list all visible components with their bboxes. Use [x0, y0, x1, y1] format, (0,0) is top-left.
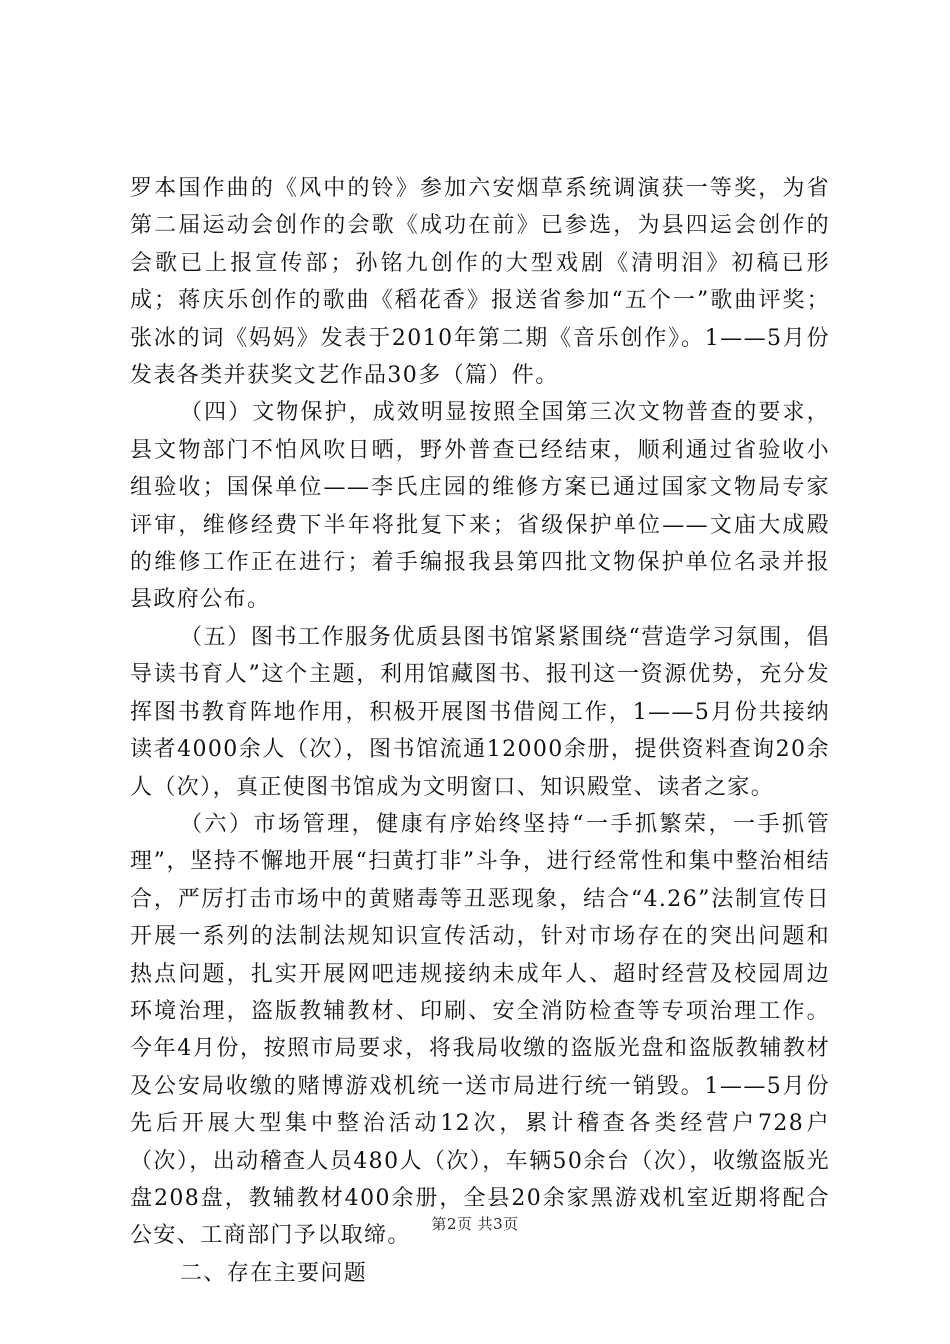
- document-body: [130, 170, 830, 1292]
- paragraph-library-service: （五）图书工作服务优质县图书馆紧紧围绕“营造学习氛围，倡导读书育人”这个主题，利用馆藏图书、报刊这一资源优势，充分发挥图书教育阵地作用，积极开展图书借阅工作，1——5月份共接纳读者4000余人（次），图书馆流通12000余册，提供资料查询20余人（次），真正使图书馆成为文明窗口、知识殿堂、读者之家。: [130, 624, 830, 800]
- paragraph-heritage-protection: （四）文物保护，成效明显按照全国第三次文物普查的要求，县文物部门不怕风吹日晒，野外普查已经结束，顺利通过省验收小组验收；国保单位——李氏庄园的维修方案已通过国家文物局专家评审，维修经费下半年将批复下来；省级保护单位——文庙大成殿的维修工作正在进行；着手编报我县第四批文物保护单位名录并报县政府公布。: [130, 400, 830, 613]
- section-heading-main-problems: 二、存在主要问题: [180, 1260, 368, 1286]
- paragraph-market-management: （六）市场管理，健康有序始终坚持“一手抓繁荣，一手抓管理”，坚持不懈地开展“扫黄打非”斗争，进行经常性和集中整治相结合，严厉打击市场中的黄赌毒等丑恶现象，结合“4.26”法制宣传日开展一系列的法制法规知识宣传活动，针对市场存在的突出问题和热点问题，扎实开展网吧违规接纳未成年人、超时经营及校园周边环境治理，盗版教辅教材、印刷、安全消防检查等专项治理工作。今年4月份，按照市局要求，将我局收缴的盗版光盘和盗版教辅教材及公安局收缴的赌博游戏机统一送市局进行统一销毁。1——5月份先后开展大型集中整治活动12次，累计稽查各类经营户728户（次），出动稽查人员480人（次），车辆50余台（次），收缴盗版光盘208盘，教辅教材400余册，全县20余家黑游戏机室近期将配合公安、工商部门予以取缔。: [130, 811, 830, 1249]
- page-number-footer: 第2页 共3页: [431, 1215, 519, 1233]
- paragraph-awards-continued: 罗本国作曲的《风中的铃》参加六安烟草系统调演获一等奖，为省第二届运动会创作的会歌《成功在前》已参选，为县四运会创作的会歌已上报宣传部；孙铭九创作的大型戏剧《清明泪》初稿已形成；蒋庆乐创作的歌曲《稻花香》报送省参加“五个一”歌曲评奖；张冰的词《妈妈》发表于2010年第二期《音乐创作》。1——5月份发表各类并获奖文艺作品30多（篇）件。: [130, 176, 830, 389]
